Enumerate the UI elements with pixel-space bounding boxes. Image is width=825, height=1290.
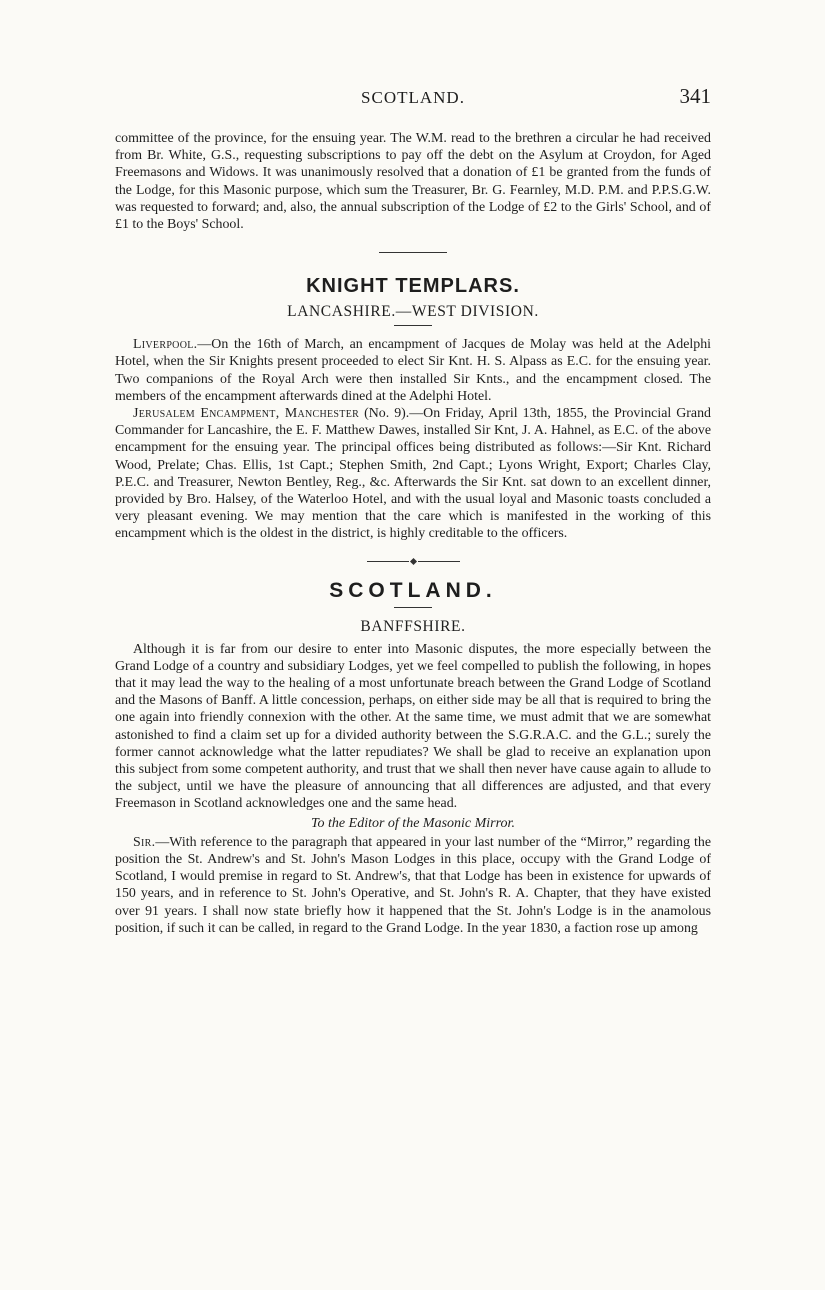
jerusalem-lead: Jerusalem Encampment, Manchester bbox=[133, 406, 360, 422]
letter-heading: To the Editor of the Masonic Mirror. bbox=[311, 815, 515, 831]
letter-text: —With reference to the paragraph that appeared in your last number of the “Mirror,” regarding the position the St. Andrew's and St. John's Mason Lodges in this place, occupy with the Grand Lodge of Scotland, I would premise in regard to St. Andrew's, that that Lodge has been in existence for upwards of 150 years, and in reference to St. John's Operative, and St. John's R. A. Chapter, that they have existed over 91 years. I shall now state briefly how it happened that the St. John's Lodge is in the anamolous position, if such it can be called, in regard to the Grand Lodge. In the year 1830, a faction rose up among bbox=[115, 834, 711, 936]
scotland-title: SCOTLAND. bbox=[329, 578, 497, 602]
page-header bbox=[115, 84, 711, 114]
knight-templars-title: KNIGHT TEMPLARS. bbox=[306, 275, 520, 298]
liverpool-text: —On the 16th of March, an encampment of Jacques de Molay was held at the Adelphi Hotel, when the Sir Knights present proceeded to elect Sir Knt. H. S. Alpass as E.C. for the ensuing year. Two companions of the Royal Arch were then installed Sir Knts., and the encampment closed. The members of the encampment afterwards dined at the Adelphi Hotel. bbox=[115, 337, 711, 404]
diamond-divider bbox=[115, 557, 711, 567]
jerusalem-paragraph bbox=[115, 405, 711, 543]
liverpool-lead: Liverpool. bbox=[133, 337, 198, 353]
article-body bbox=[115, 130, 711, 937]
subhead-rule bbox=[394, 325, 432, 326]
letter-paragraph bbox=[115, 834, 711, 937]
title-rule bbox=[394, 607, 432, 608]
jerusalem-text: (No. 9).—On Friday, April 13th, 1855, the Provincial Grand Commander for Lancashire, the E. F. Matthew Dawes, installed Sir Knt, J. A. Hahnel, as E.C. of the above encampment for the ensuing year. The principal offices being distributed as follows:—Sir Knt. Richard Wood, Prelate; Chas. Ellis, 1st Capt.; Stephen Smith, 2nd Capt.; Lyons Wright, Export; Charles Clay, P.E.C. and Treasurer, Newton Bentley, Reg., &c. Afterwards the Sir Knt. sat down to an excellent dinner, provided by Bro. Halsey, of the Waterloo Hotel, and with the usual loyal and Masonic toasts concluded a very pleasant evening. We may mention that the care which is manifested in the working of this encampment which is the oldest in the district, is highly creditable to the officers. bbox=[115, 406, 711, 542]
banffshire-paragraph: Although it is far from our desire to enter into Masonic disputes, the more especially between the Grand Lodge of a country and subsidiary Lodges, yet we feel compelled to publish the following, in hopes that it may lead the way to the healing of a most unfortunate breach between the Grand Lodge of Scotland and the Masons of Banff. A little concession, perhaps, on either side may be all that is required to bring the one again into friendly connexion with the other. At the same time, we must admit that we are somewhat astonished to find a claim set up for a divided authority between the S.G.R.A.C. and the G.L.; surely the former cannot acknowledge what the latter repudiates? We shall be glad to receive an explanation upon this subject from some competent authority, and trust that we shall then never have cause again to allude to the subject, until we have the pleasure of announcing that all differences are adjusted, and that every Freemason in Scotland acknowledges one and the same head. bbox=[115, 641, 711, 812]
lancashire-subhead: LANCASHIRE.—WEST DIVISION. bbox=[287, 303, 539, 321]
liverpool-paragraph bbox=[115, 336, 711, 405]
intro-paragraph: committee of the province, for the ensuing year. The W.M. read to the brethren a circular he had received from Br. White, G.S., requesting subscriptions to pay off the debt on the Asylum at Croydon, for Aged Freemasons and Widows. It was unanimously resolved that a donation of £1 be granted from the funds of the Lodge, for this Masonic purpose, which sum the Treasurer, Br. G. Fearnley, M.D. P.M. and P.P.S.G.W. was requested to forward; and, also, the annual subscription of the Lodge of £2 to the Girls' School, and of £1 to the Boys' School. bbox=[115, 131, 711, 233]
letter-salutation: Sir. bbox=[133, 834, 156, 850]
section-divider bbox=[379, 252, 447, 253]
running-title: SCOTLAND. bbox=[361, 88, 465, 107]
diamond-ornament bbox=[409, 558, 416, 565]
banffshire-subhead: BANFFSHIRE. bbox=[360, 617, 466, 635]
page-number: 341 bbox=[679, 84, 711, 108]
